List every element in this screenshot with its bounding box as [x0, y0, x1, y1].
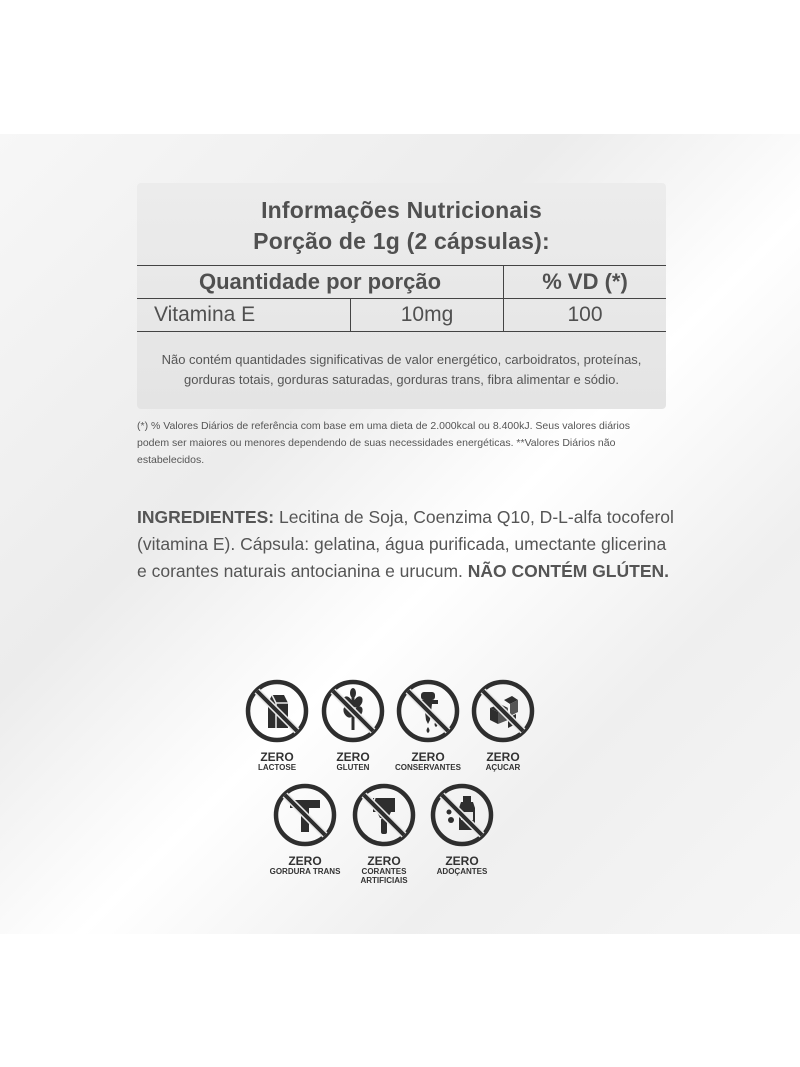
nutrition-note-line: Não contém quantidades significativas de valor energético, carboidratos, proteínas, — [161, 352, 642, 367]
nutrient-name: Vitamina E — [137, 299, 351, 332]
badge-zero-adocantes — [412, 782, 512, 876]
sweetener-icon — [429, 782, 495, 848]
paintbrush-icon — [351, 782, 417, 848]
footnote-line: (*) % Valores Diários de referência com base em uma dieta de 2.000kcal ou 8.400kJ. Seus valores diários — [137, 420, 630, 432]
badge-label: AÇUCAR — [485, 763, 521, 772]
badge-label: GORDURA TRANS — [269, 867, 341, 876]
badge-label: LACTOSE — [257, 763, 297, 772]
badge-zero-text: ZERO — [445, 854, 479, 868]
nutrition-note-line: gorduras totais, gorduras saturadas, gorduras trans, fibra alimentar e sódio. — [183, 372, 619, 387]
vd-header: % VD (*) — [504, 266, 667, 299]
badge-label: GLUTEN — [336, 763, 370, 772]
badge-label: CONSERVANTES — [395, 763, 461, 772]
badge-label: CORANTES — [361, 867, 407, 876]
ingredients-text: Lecitina de Soja, Coenzima Q10, D-L-alfa tocoferol (vitamina E). Cápsula: gelatina, água purificada, umectante glicerina e corantes naturais antocianina e urucum. — [137, 507, 674, 581]
nutrition-facts-table — [137, 183, 666, 409]
nutrition-note — [137, 350, 666, 390]
wheat-icon — [320, 678, 386, 744]
table-header-row — [137, 266, 666, 299]
badge-zero-text: ZERO — [367, 854, 401, 868]
badge-zero-text: ZERO — [288, 854, 322, 868]
nutrient-amount: 10mg — [351, 299, 504, 332]
nutrition-grid — [137, 265, 666, 332]
sugar-cubes-icon — [470, 678, 536, 744]
portion-size: Porção de 1g (2 cápsulas): — [253, 228, 550, 254]
milk-carton-icon — [244, 678, 310, 744]
nutrient-vd: 100 — [504, 299, 667, 332]
ingredients-paragraph — [137, 504, 677, 585]
footnote-line: podem ser maiores ou menores dependendo de suas necessidades energéticas. **Valores Diários não — [137, 437, 616, 449]
quantity-header: Quantidade por porção — [137, 266, 504, 299]
dropper-icon — [395, 678, 461, 744]
badge-zero-text: ZERO — [486, 750, 520, 764]
badge-zero-acucar — [453, 678, 553, 772]
table-row — [137, 299, 666, 332]
gluten-warning: NÃO CONTÉM GLÚTEN. — [467, 561, 669, 581]
badge-zero-text: ZERO — [411, 750, 445, 764]
trans-fat-icon — [272, 782, 338, 848]
nutrition-title: Informações Nutricionais — [261, 197, 542, 223]
ingredients-label: INGREDIENTES: — [137, 507, 275, 527]
daily-values-footnote — [137, 418, 667, 469]
footnote-line: estabelecidos. — [137, 454, 205, 466]
badge-label: ADOÇANTES — [436, 867, 488, 876]
badge-label: ARTIFICIAIS — [360, 876, 408, 885]
badge-zero-text: ZERO — [260, 750, 294, 764]
badge-zero-text: ZERO — [336, 750, 370, 764]
